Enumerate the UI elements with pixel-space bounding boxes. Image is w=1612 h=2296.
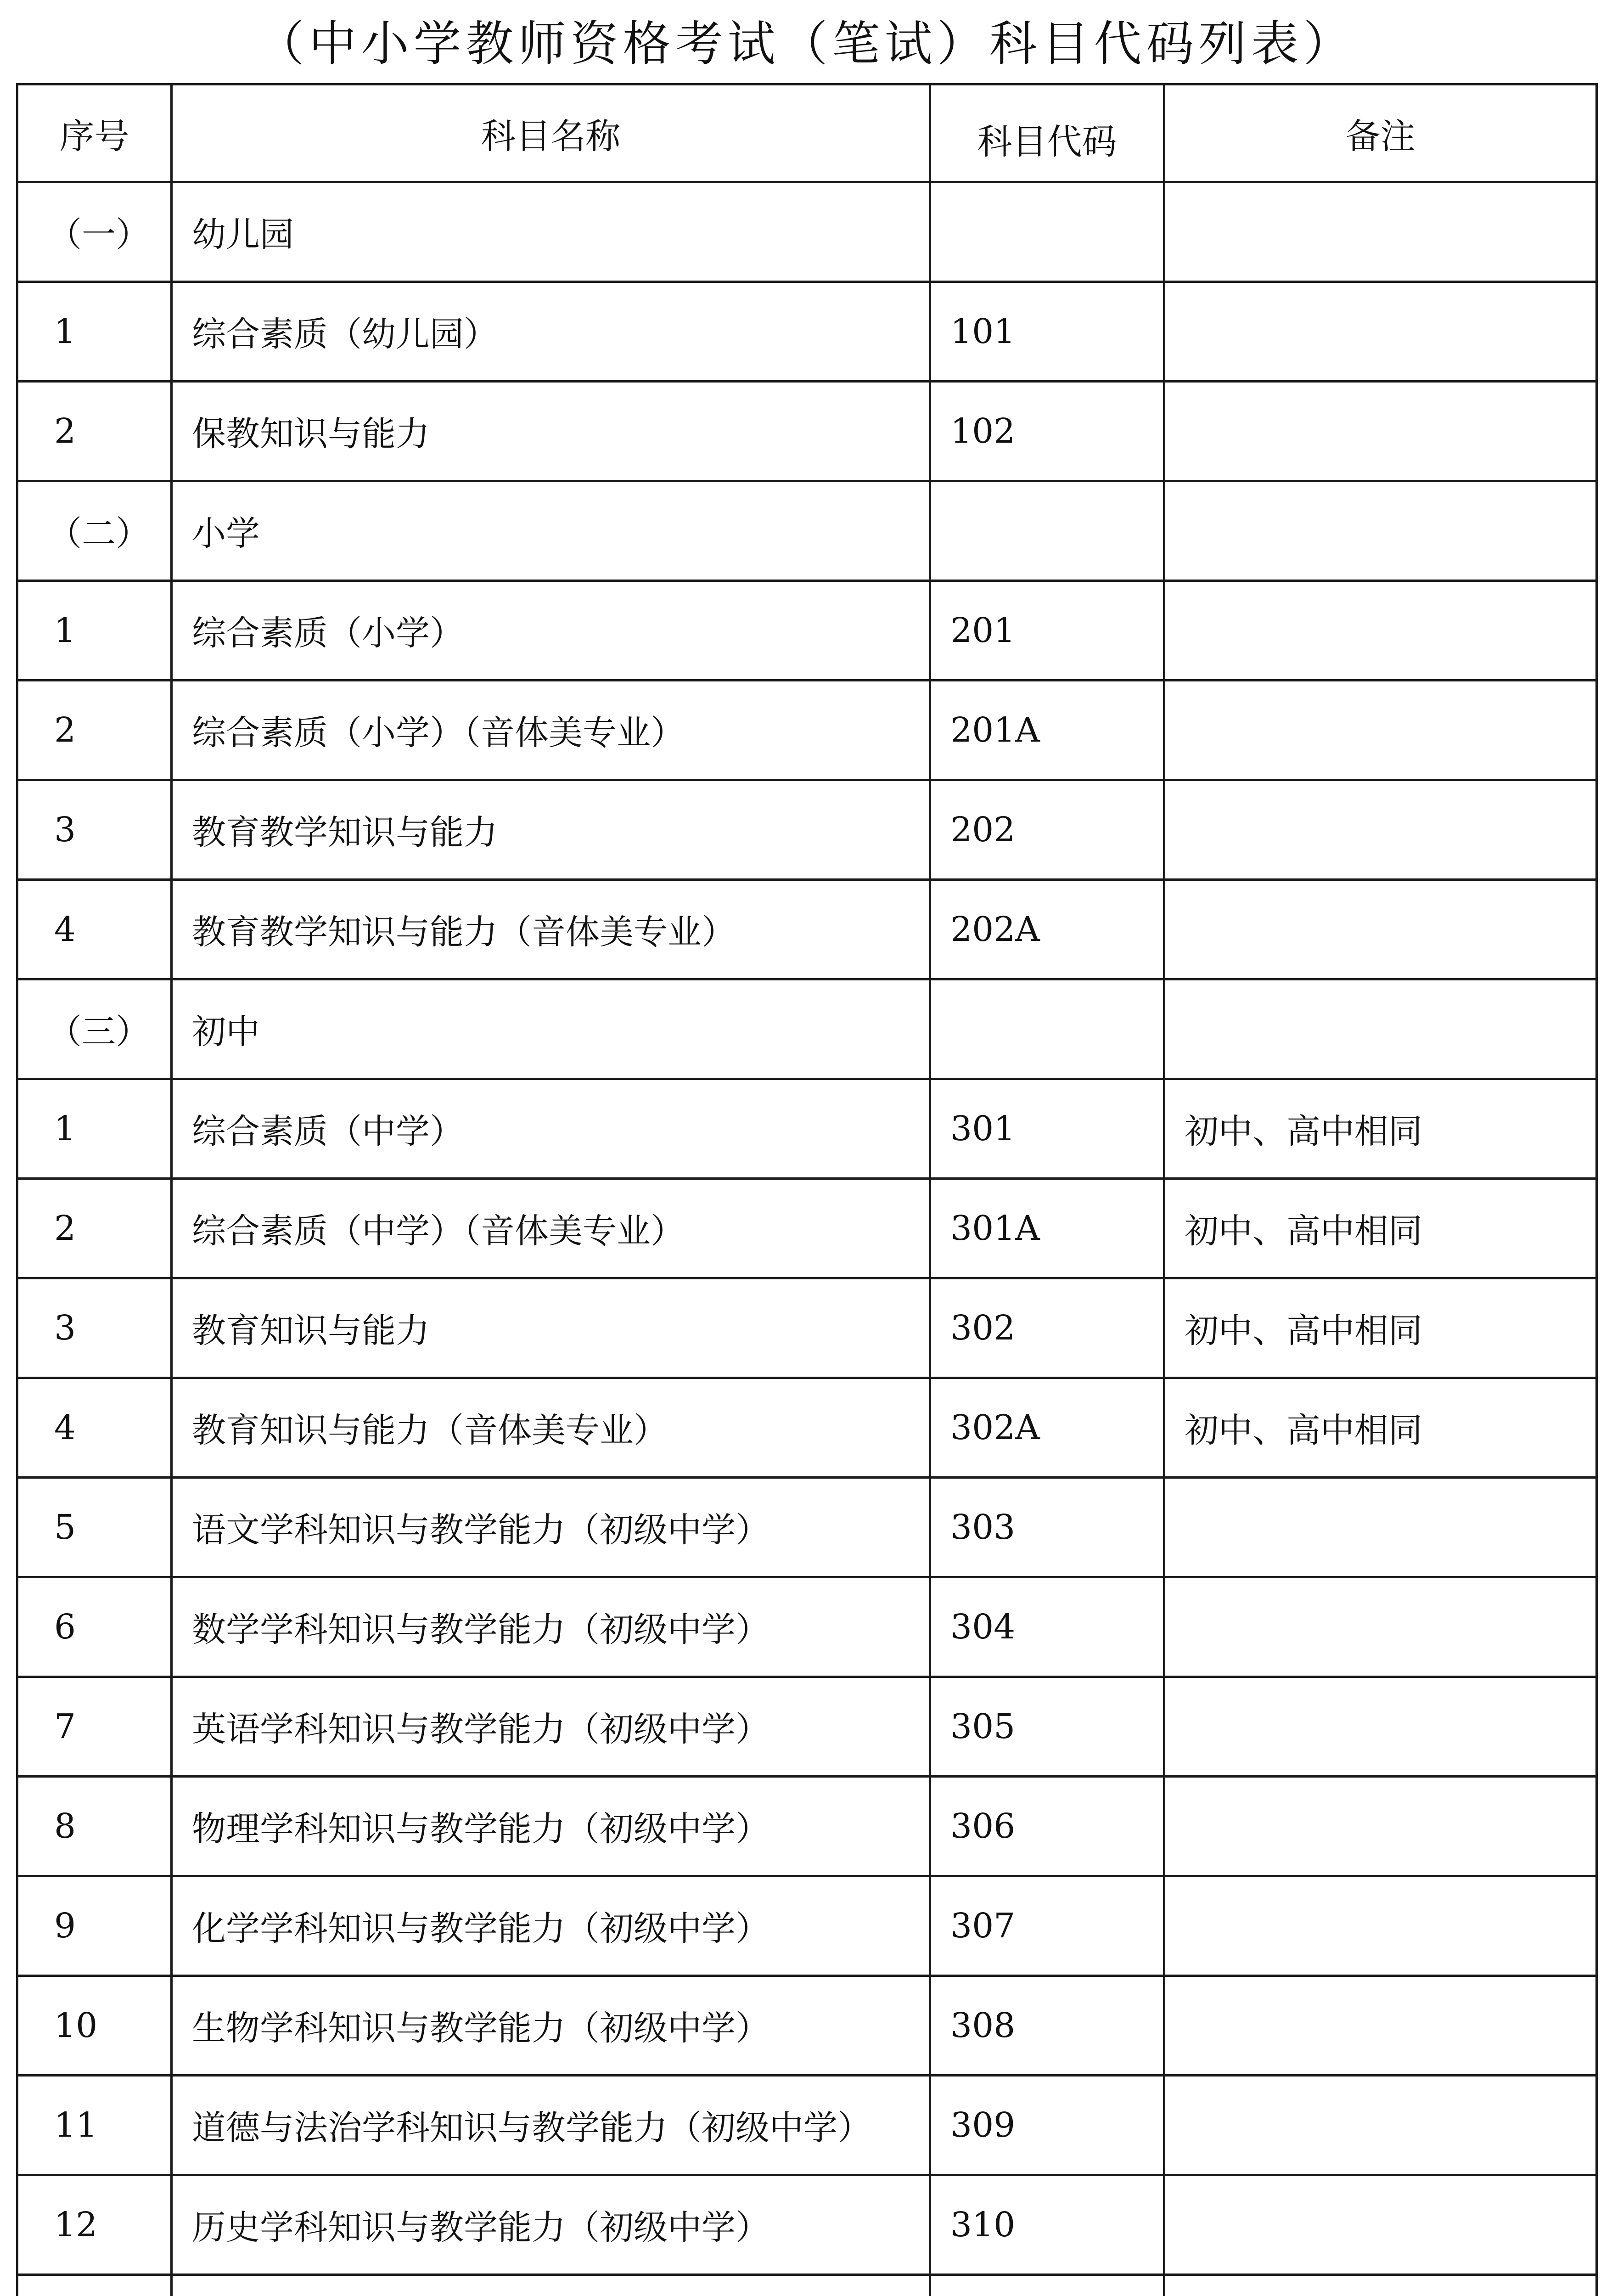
serial-number-cell: 3 [17, 1278, 172, 1378]
remarks-cell [1164, 979, 1597, 1079]
remarks-cell: 初中、高中相同 [1164, 1278, 1597, 1378]
section-row [17, 481, 1597, 581]
table-row [17, 1079, 1597, 1179]
subject-name-cell: 综合素质（幼儿园） [172, 282, 930, 382]
subject-code-cell [930, 979, 1164, 1079]
subject-name-cell: 初中 [172, 979, 930, 1079]
subject-code-cell: 307 [930, 1876, 1164, 1976]
serial-number-cell: 1 [17, 1079, 172, 1179]
subject-code-cell: 301A [930, 1179, 1164, 1278]
header-subject-name: 科目名称 [172, 84, 930, 182]
subject-name-cell: 道德与法治学科知识与教学能力（初级中学） [172, 2076, 930, 2175]
serial-number-cell: （三） [17, 979, 172, 1079]
subject-name-cell: 保教知识与能力 [172, 382, 930, 481]
remarks-cell [1164, 880, 1597, 979]
subject-code-cell [930, 2275, 1164, 2296]
serial-number-cell [17, 2275, 172, 2296]
remarks-cell: 初中、高中相同 [1164, 1179, 1597, 1278]
subject-name-cell [172, 2275, 930, 2296]
serial-number-cell: 1 [17, 581, 172, 681]
serial-number-cell: 2 [17, 1179, 172, 1278]
subject-code-cell: 201A [930, 681, 1164, 780]
page-title: （中小学教师资格考试（笔试）科目代码列表） [256, 16, 1356, 72]
subject-name-cell: 幼儿园 [172, 182, 930, 282]
subject-name-cell: 综合素质（中学） [172, 1079, 930, 1179]
table-row [17, 2275, 1597, 2296]
subject-code-cell: 305 [930, 1677, 1164, 1777]
section-row [17, 182, 1597, 282]
serial-number-cell: （一） [17, 182, 172, 282]
table-row [17, 1378, 1597, 1478]
subject-code-table [16, 83, 1598, 2296]
subject-code-cell: 302A [930, 1378, 1164, 1478]
serial-number-cell: 8 [17, 1777, 172, 1876]
serial-number-cell: 1 [17, 282, 172, 382]
subject-name-cell: 教育教学知识与能力 [172, 780, 930, 880]
table-row [17, 1976, 1597, 2076]
table-row [17, 2076, 1597, 2175]
serial-number-cell: 2 [17, 382, 172, 481]
subject-code-cell: 309 [930, 2076, 1164, 2175]
table-row [17, 1677, 1597, 1777]
serial-number-cell: 12 [17, 2175, 172, 2275]
table-row [17, 1777, 1597, 1876]
serial-number-cell: 7 [17, 1677, 172, 1777]
subject-name-cell: 语文学科知识与教学能力（初级中学） [172, 1478, 930, 1577]
subject-name-cell: 教育教学知识与能力（音体美专业） [172, 880, 930, 979]
subject-name-cell: 历史学科知识与教学能力（初级中学） [172, 2175, 930, 2275]
remarks-cell [1164, 581, 1597, 681]
table-header-row [17, 84, 1597, 182]
table-row [17, 282, 1597, 382]
remarks-cell [1164, 681, 1597, 780]
remarks-cell [1164, 382, 1597, 481]
table-row [17, 382, 1597, 481]
table-row [17, 880, 1597, 979]
subject-name-cell: 物理学科知识与教学能力（初级中学） [172, 1777, 930, 1876]
table-row [17, 2175, 1597, 2275]
subject-name-cell: 综合素质（小学） [172, 581, 930, 681]
serial-number-cell: （二） [17, 481, 172, 581]
header-serial-number: 序号 [17, 84, 172, 182]
subject-code-cell: 201 [930, 581, 1164, 681]
remarks-cell [1164, 282, 1597, 382]
table-row [17, 780, 1597, 880]
remarks-cell [1164, 2175, 1597, 2275]
serial-number-cell: 10 [17, 1976, 172, 2076]
subject-name-cell: 教育知识与能力（音体美专业） [172, 1378, 930, 1478]
remarks-cell [1164, 1777, 1597, 1876]
subject-code-cell: 304 [930, 1577, 1164, 1677]
remarks-cell [1164, 780, 1597, 880]
subject-code-cell: 302 [930, 1278, 1164, 1378]
table-row [17, 1478, 1597, 1577]
subject-code-cell [930, 182, 1164, 282]
table-body [17, 182, 1597, 2296]
header-remarks: 备注 [1164, 84, 1597, 182]
subject-code-cell [930, 481, 1164, 581]
subject-name-cell: 综合素质（小学）（音体美专业） [172, 681, 930, 780]
table-row [17, 1179, 1597, 1278]
remarks-cell [1164, 1876, 1597, 1976]
remarks-cell [1164, 481, 1597, 581]
table-row [17, 1876, 1597, 1976]
remarks-cell: 初中、高中相同 [1164, 1378, 1597, 1478]
subject-name-cell: 综合素质（中学）（音体美专业） [172, 1179, 930, 1278]
subject-name-cell: 数学学科知识与教学能力（初级中学） [172, 1577, 930, 1677]
table-row [17, 1577, 1597, 1677]
subject-code-cell: 202A [930, 880, 1164, 979]
remarks-cell [1164, 1976, 1597, 2076]
subject-code-cell: 102 [930, 382, 1164, 481]
subject-name-cell: 生物学科知识与教学能力（初级中学） [172, 1976, 930, 2076]
subject-name-cell: 化学学科知识与教学能力（初级中学） [172, 1876, 930, 1976]
serial-number-cell: 6 [17, 1577, 172, 1677]
subject-code-cell: 308 [930, 1976, 1164, 2076]
subject-code-cell: 301 [930, 1079, 1164, 1179]
table-row [17, 1278, 1597, 1378]
remarks-cell [1164, 2275, 1597, 2296]
table-row [17, 681, 1597, 780]
remarks-cell [1164, 2076, 1597, 2175]
subject-name-cell: 小学 [172, 481, 930, 581]
remarks-cell [1164, 1478, 1597, 1577]
subject-name-cell: 教育知识与能力 [172, 1278, 930, 1378]
serial-number-cell: 5 [17, 1478, 172, 1577]
serial-number-cell: 11 [17, 2076, 172, 2175]
remarks-cell [1164, 182, 1597, 282]
subject-code-cell: 310 [930, 2175, 1164, 2275]
subject-code-cell: 306 [930, 1777, 1164, 1876]
header-subject-code: 科目代码 [930, 84, 1164, 182]
subject-code-cell: 101 [930, 282, 1164, 382]
section-row [17, 979, 1597, 1079]
remarks-cell: 初中、高中相同 [1164, 1079, 1597, 1179]
subject-code-cell: 303 [930, 1478, 1164, 1577]
serial-number-cell: 3 [17, 780, 172, 880]
serial-number-cell: 4 [17, 880, 172, 979]
table-row [17, 581, 1597, 681]
remarks-cell [1164, 1677, 1597, 1777]
subject-code-cell: 202 [930, 780, 1164, 880]
remarks-cell [1164, 1577, 1597, 1677]
serial-number-cell: 2 [17, 681, 172, 780]
subject-name-cell: 英语学科知识与教学能力（初级中学） [172, 1677, 930, 1777]
serial-number-cell: 9 [17, 1876, 172, 1976]
serial-number-cell: 4 [17, 1378, 172, 1478]
